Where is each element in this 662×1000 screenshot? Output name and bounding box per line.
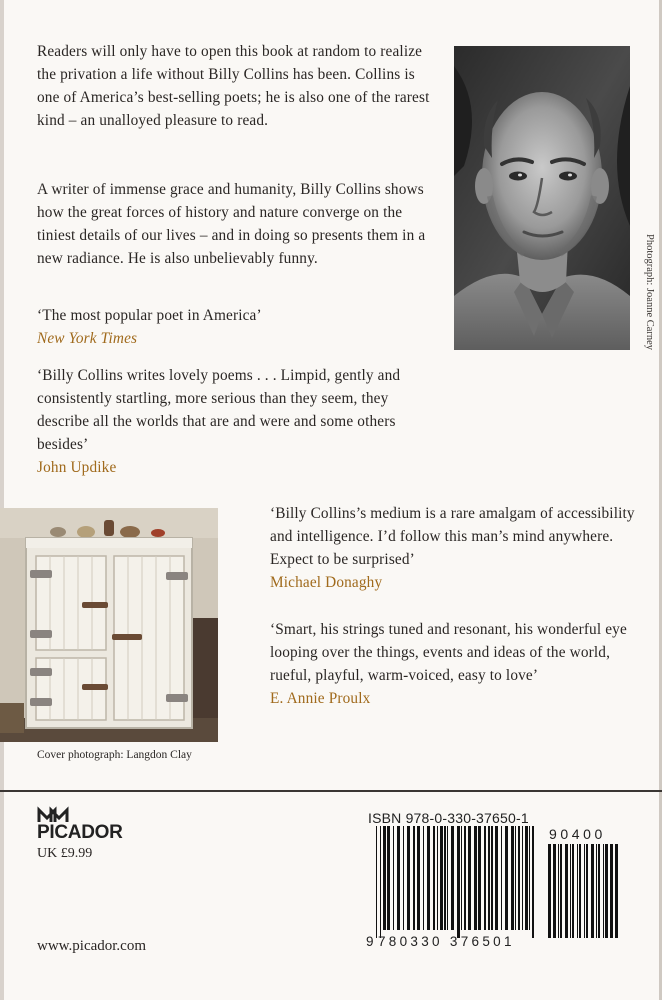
barcode-bar [518,826,520,930]
barcode-bar [427,826,430,930]
isbn-label: ISBN 978-0-330-37650-1 [368,810,529,826]
barcode-bar [565,844,568,938]
quote-text: ‘The most popular poet in America’ [37,307,262,324]
barcode-bar [615,844,618,938]
barcode [366,826,628,938]
barcode-bar [511,826,514,930]
barcode-bar [417,826,420,930]
page-edge [0,0,4,1000]
barcode-bar [525,826,528,930]
barcode-bar [376,826,377,938]
barcode-bar [558,844,559,938]
quote-updike [37,364,437,479]
barcode-bar [491,826,493,930]
divider-rule [0,790,662,792]
second-text: A writer of immense grace and humanity, Billy Collins shows how the great forces of history and nature converge on the tiniest details of our lives – and in doing so presents them in a new radiance. He is also unbelievably funny. [37,181,426,267]
barcode-bar [610,844,613,938]
barcode-bar [407,826,410,930]
quote-text: ‘Billy Collins’s medium is a rare amalgam of accessibility and intelligence. I’d follow this man’s mind anywhere. Expect to be surprised’ [270,505,635,568]
quote-source: Michael Donaghy [270,574,383,591]
barcode-bar [468,826,471,930]
barcode-bar [423,826,424,930]
intro-text: Readers will only have to open this book at random to realize the privation a life without Billy Collins has been. Collins is one of America’s best-selling poets; he is also one of the rarest kind – an unalloyed pleasure to read. [37,43,430,129]
barcode-bar [515,826,516,930]
quote-text: ‘Billy Collins writes lovely poems . . . Limpid, gently and consistently startling, more serious than they seem, they describe all the worlds that are and were and some others besides’ [37,367,401,453]
barcode-bar [522,826,523,930]
barcode-bar [484,826,486,930]
barcode-bar [387,826,390,930]
barcode-bar [570,844,571,938]
barcode-bar [433,826,435,930]
quote-nyt [37,304,437,350]
barcode-bar [598,844,600,938]
barcode-bar [397,826,400,930]
barcode-bar [572,844,574,938]
cover-photo [0,508,218,742]
barcode-bar [380,826,381,938]
quote-proulx [270,618,650,710]
barcode-bar [596,844,597,938]
price: UK £9.99 [37,846,93,861]
barcode-addon-bars [548,844,618,938]
second-blurb [37,178,437,270]
barcode-bar [478,826,481,930]
barcode-bar [548,844,551,938]
barcode-bar [560,844,562,938]
barcode-bar [457,826,460,938]
barcode-bar [586,844,588,938]
barcode-bar [451,826,454,930]
quote-source: New York Times [37,330,138,347]
barcode-bar [447,826,448,930]
barcode-bar [440,826,443,930]
website-link[interactable]: www.picador.com [37,938,146,954]
barcode-bar [437,826,438,930]
author-photo [454,46,630,350]
barcode-bar [591,844,594,938]
barcode-lead-digit: 9 [366,934,374,949]
barcode-bar [577,844,578,938]
barcode-bar [393,826,394,930]
barcode-bar [474,826,477,930]
barcode-bar [403,826,404,930]
quote-source: John Updike [37,459,117,476]
quote-text: ‘Smart, his strings tuned and resonant, his wonderful eye looping over the things, events and ideas of the world, rueful, playful, warm-voiced, easy to love’ [270,621,627,684]
barcode-bar [584,844,585,938]
quote-source: E. Annie Proulx [270,690,371,707]
barcode-bar [579,844,581,938]
barcode-bar [488,826,490,930]
barcode-bar [553,844,556,938]
barcode-bar [464,826,466,930]
barcode-bar [413,826,415,930]
cover-caption: Cover photograph: Langdon Clay [37,749,192,761]
barcode-bar [495,826,498,930]
intro-blurb [37,40,437,132]
photo-credit: Photograph: Joanne Carney [644,233,655,350]
barcode-main-digits: 780330 376501 [378,934,515,949]
barcode-bar [529,826,530,930]
barcode-main-bars [376,826,534,938]
barcode-bar [501,826,502,930]
barcode-bar [461,826,462,930]
barcode-bar [505,826,508,930]
barcode-bar [532,826,534,938]
barcode-bar [603,844,604,938]
publisher-name: PICADOR [37,822,123,843]
barcode-addon-number: 90400 [549,826,606,842]
barcode-bar [605,844,608,938]
quote-donaghy [270,502,650,594]
barcode-bar [444,826,446,930]
barcode-bar [383,826,386,930]
